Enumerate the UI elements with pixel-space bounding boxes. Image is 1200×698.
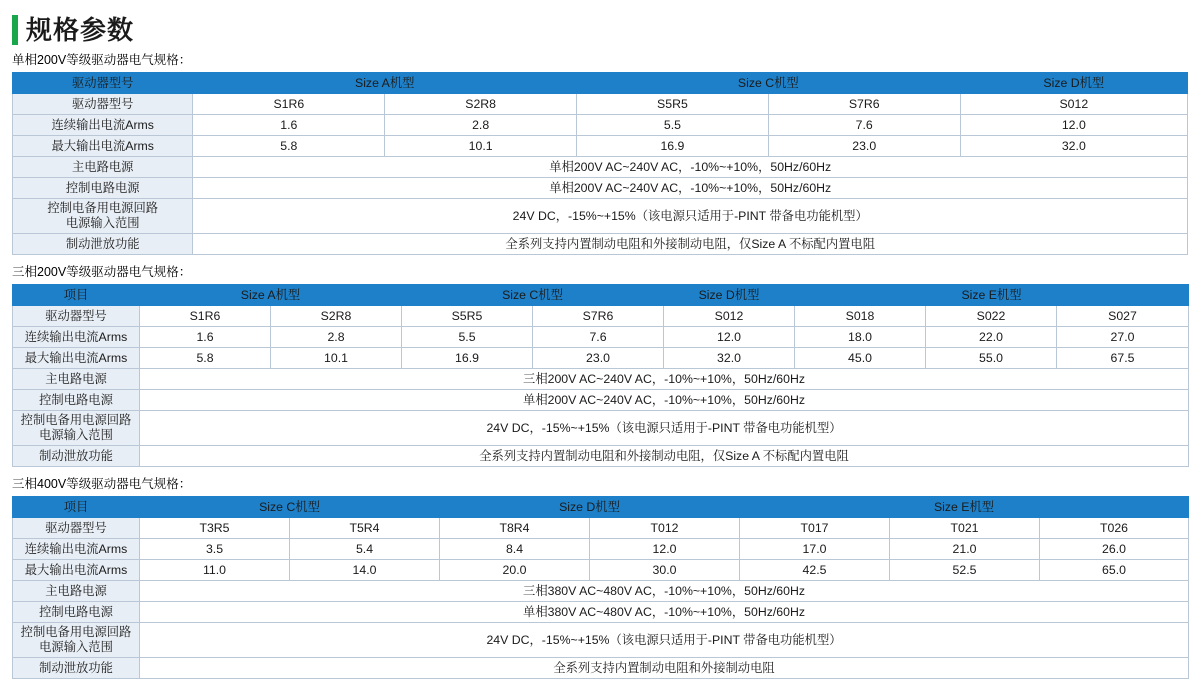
header-cell: 项目 [13,497,140,518]
table-header-row [13,285,1189,306]
cell: 12.0 [590,539,740,560]
cell: S027 [1057,306,1189,327]
table-row [13,581,1189,602]
row-label: 连续输出电流Arms [13,539,140,560]
row-label: 主电路电源 [13,157,193,178]
cell: 23.0 [533,348,664,369]
row-label [13,623,140,658]
cell: S1R6 [140,306,271,327]
cell: 2.8 [385,115,577,136]
cell: 14.0 [290,560,440,581]
cell: S5R5 [402,306,533,327]
cell: 65.0 [1040,560,1189,581]
row-label: 连续输出电流Arms [13,327,140,348]
cell: 5.4 [290,539,440,560]
row-label [13,199,193,234]
row-label-line2: 电源输入范围 [39,428,113,442]
header-cell: 驱动器型号 [13,73,193,94]
header-cell: Size C机型 [577,73,961,94]
row-label: 主电路电源 [13,581,140,602]
table-row [13,518,1189,539]
cell: 5.5 [402,327,533,348]
cell: 1.6 [193,115,385,136]
merged-value: 单相200V AC~240V AC，-10%~+10%，50Hz/60Hz [193,157,1188,178]
merged-value: 单相200V AC~240V AC，-10%~+10%，50Hz/60Hz [140,390,1189,411]
row-label: 驱动器型号 [13,518,140,539]
row-label: 控制电路电源 [13,602,140,623]
cell: 21.0 [890,539,1040,560]
cell: 2.8 [271,327,402,348]
table-row [13,199,1188,234]
row-label: 控制电路电源 [13,178,193,199]
cell: T5R4 [290,518,440,539]
cell: S018 [795,306,926,327]
cell: 32.0 [664,348,795,369]
table-row [13,306,1189,327]
header-cell: Size E机型 [740,497,1189,518]
table-row [13,390,1189,411]
cell: 12.0 [664,327,795,348]
cell: 55.0 [926,348,1057,369]
page-title-text: 规格参数 [26,15,135,45]
cell: 12.0 [960,115,1187,136]
table-row [13,327,1189,348]
cell: 7.6 [768,115,960,136]
table-row [13,234,1188,255]
page-title [0,0,1200,52]
header-cell: Size A机型 [193,73,577,94]
section-three-phase-400v [0,476,1200,679]
header-cell: Size D机型 [440,497,740,518]
row-label: 最大输出电流Arms [13,560,140,581]
cell: 8.4 [440,539,590,560]
row-label-line2: 电源输入范围 [65,216,140,230]
cell: 5.5 [577,115,769,136]
cell: 42.5 [740,560,890,581]
cell: S2R8 [385,94,577,115]
cell: 10.1 [271,348,402,369]
table-row [13,411,1189,446]
merged-value: 全系列支持内置制动电阻和外接制动电阻，仅Size A 不标配内置电阻 [140,446,1189,467]
row-label: 驱动器型号 [13,94,193,115]
cell: 16.9 [402,348,533,369]
cell: T8R4 [440,518,590,539]
merged-value: 三相200V AC~240V AC，-10%~+10%，50Hz/60Hz [140,369,1189,390]
section-caption: 三相200V等级驱动器电气规格： [12,265,192,279]
merged-value: 24V DC，-15%~+15%（该电源只适用于-PINT 带备电功能机型） [193,199,1188,234]
section-single-phase-200v [0,52,1200,255]
cell: 20.0 [440,560,590,581]
header-cell: Size C机型 [140,497,440,518]
cell: 1.6 [140,327,271,348]
cell: 52.5 [890,560,1040,581]
merged-value: 全系列支持内置制动电阻和外接制动电阻，仅Size A 不标配内置电阻 [193,234,1188,255]
cell: 17.0 [740,539,890,560]
row-label: 制动泄放功能 [13,446,140,467]
merged-value: 24V DC，-15%~+15%（该电源只适用于-PINT 带备电功能机型） [140,411,1189,446]
row-label: 主电路电源 [13,369,140,390]
cell: T026 [1040,518,1189,539]
title-accent-bar [12,15,18,45]
table-row [13,348,1189,369]
header-cell: Size C机型 [402,285,664,306]
cell: 67.5 [1057,348,1189,369]
cell: S1R6 [193,94,385,115]
section-three-phase-200v [0,264,1200,467]
header-cell: Size E机型 [795,285,1189,306]
merged-value: 单相200V AC~240V AC，-10%~+10%，50Hz/60Hz [193,178,1188,199]
section-caption: 三相400V等级驱动器电气规格： [12,477,192,491]
merged-value: 单相380V AC~480V AC，-10%~+10%，50Hz/60Hz [140,602,1189,623]
header-cell: Size D机型 [664,285,795,306]
table-row [13,560,1189,581]
cell: T017 [740,518,890,539]
row-label: 最大输出电流Arms [13,348,140,369]
table-row [13,602,1189,623]
table-row [13,446,1189,467]
table-header-row [13,497,1189,518]
cell: S7R6 [768,94,960,115]
row-label-line1: 控制电备用电源回路 [47,201,159,215]
row-label-line2: 电源输入范围 [39,640,113,654]
cell: S5R5 [577,94,769,115]
table-row [13,369,1189,390]
row-label [13,411,140,446]
cell: 30.0 [590,560,740,581]
cell: 3.5 [140,539,290,560]
merged-value: 全系列支持内置制动电阻和外接制动电阻 [140,658,1189,679]
cell: S012 [664,306,795,327]
table-row [13,178,1188,199]
table-row [13,136,1188,157]
row-label: 最大输出电流Arms [13,136,193,157]
cell: 26.0 [1040,539,1189,560]
row-label: 控制电路电源 [13,390,140,411]
table-row [13,115,1188,136]
cell: T012 [590,518,740,539]
cell: T3R5 [140,518,290,539]
cell: 10.1 [385,136,577,157]
header-cell: Size A机型 [140,285,402,306]
cell: 5.8 [193,136,385,157]
table-row [13,539,1189,560]
section-caption: 单相200V等级驱动器电气规格： [12,53,192,67]
header-cell: Size D机型 [960,73,1187,94]
cell: 45.0 [795,348,926,369]
row-label-line1: 控制电备用电源回路 [20,413,132,427]
row-label: 连续输出电流Arms [13,115,193,136]
cell: T021 [890,518,1040,539]
cell: 7.6 [533,327,664,348]
cell: S022 [926,306,1057,327]
cell: S012 [960,94,1187,115]
cell: 32.0 [960,136,1187,157]
cell: 16.9 [577,136,769,157]
row-label: 制动泄放功能 [13,234,193,255]
header-cell: 项目 [13,285,140,306]
row-label-line1: 控制电备用电源回路 [20,625,132,639]
cell: 27.0 [1057,327,1189,348]
row-label: 驱动器型号 [13,306,140,327]
table-row [13,623,1189,658]
spec-table [12,496,1189,679]
table-header-row [13,73,1188,94]
row-label: 制动泄放功能 [13,658,140,679]
merged-value: 24V DC，-15%~+15%（该电源只适用于-PINT 带备电功能机型） [140,623,1189,658]
cell: 5.8 [140,348,271,369]
merged-value: 三相380V AC~480V AC，-10%~+10%，50Hz/60Hz [140,581,1189,602]
table-row [13,94,1188,115]
cell: S7R6 [533,306,664,327]
cell: S2R8 [271,306,402,327]
cell: 23.0 [768,136,960,157]
cell: 11.0 [140,560,290,581]
table-row [13,157,1188,178]
cell: 18.0 [795,327,926,348]
spec-table [12,72,1188,255]
spec-table [12,284,1189,467]
cell: 22.0 [926,327,1057,348]
table-row [13,658,1189,679]
